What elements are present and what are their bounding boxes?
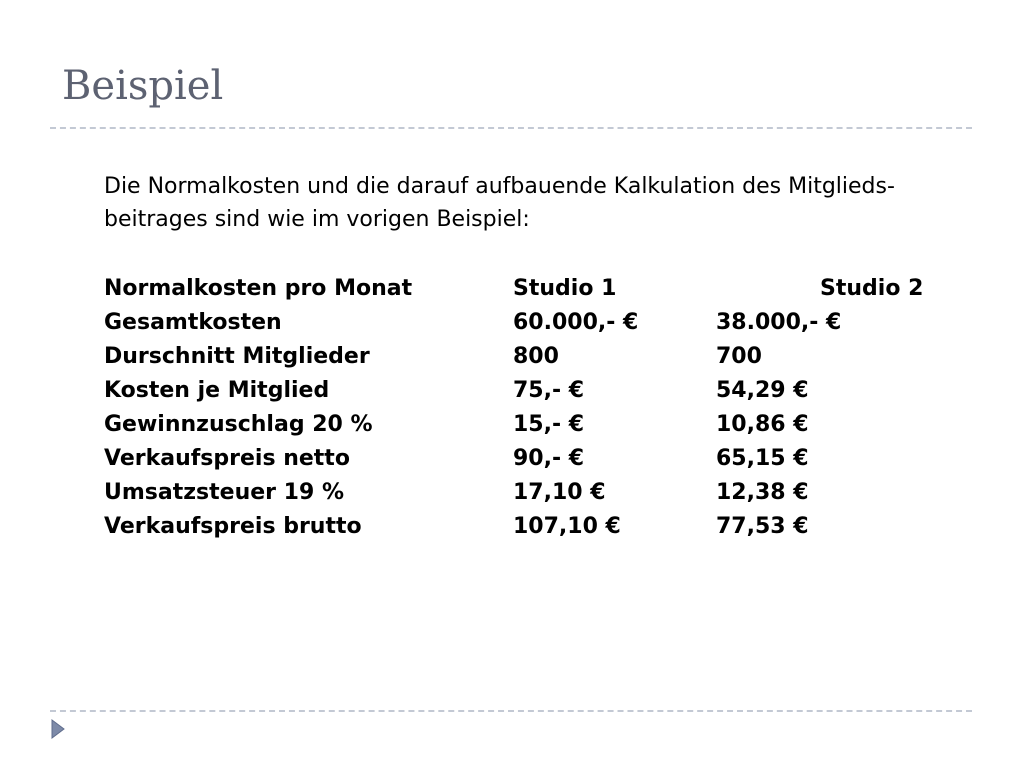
footer-divider	[50, 710, 972, 712]
studio-2-value: 12,38 €	[716, 480, 809, 505]
studio-2-value: 77,53 €	[716, 514, 809, 539]
slide-title: Beispiel	[62, 63, 224, 109]
studio-2-value: 10,86 €	[716, 412, 809, 437]
header-label: Normalkosten pro Monat	[104, 276, 413, 301]
studio-1-value: 15,- €	[513, 412, 585, 437]
studio-1-value: 75,- €	[513, 378, 585, 403]
table-row	[104, 476, 964, 510]
row-label: Verkaufspreis brutto	[104, 514, 362, 539]
table-row	[104, 374, 964, 408]
row-label: Gesamtkosten	[104, 310, 282, 335]
studio-1-value: 90,- €	[513, 446, 585, 471]
studio-2-value: 700	[716, 344, 762, 369]
studio-1-value: 60.000,- €	[513, 310, 639, 335]
intro-line-2: beitrages sind wie im vorigen Beispiel:	[104, 207, 530, 232]
table-row	[104, 408, 964, 442]
row-label: Kosten je Mitglied	[104, 378, 330, 403]
table-row	[104, 510, 964, 544]
studio-2-value: 54,29 €	[716, 378, 809, 403]
table-header-row	[104, 272, 964, 306]
row-label: Durschnitt Mitglieder	[104, 344, 370, 369]
studio-2-value: 38.000,- €	[716, 310, 842, 335]
row-label: Verkaufspreis netto	[104, 446, 350, 471]
studio-1-value: 800	[513, 344, 559, 369]
intro-text	[104, 170, 964, 236]
studio-2-value: 65,15 €	[716, 446, 809, 471]
table-row	[104, 306, 964, 340]
triangle-right-icon	[51, 719, 65, 739]
table-row	[104, 340, 964, 374]
studio-1-value: 107,10 €	[513, 514, 621, 539]
table-row	[104, 442, 964, 476]
studio-1-value: 17,10 €	[513, 480, 606, 505]
cost-table	[104, 272, 964, 544]
title-divider	[50, 127, 972, 129]
intro-line-1: Die Normalkosten und die darauf aufbauende Kalkulation des Mitglieds-	[104, 174, 895, 199]
row-label: Umsatzsteuer 19 %	[104, 480, 344, 505]
row-label: Gewinnzuschlag 20 %	[104, 412, 373, 437]
header-studio-1: Studio 1	[513, 276, 617, 301]
header-studio-2: Studio 2	[820, 276, 924, 301]
